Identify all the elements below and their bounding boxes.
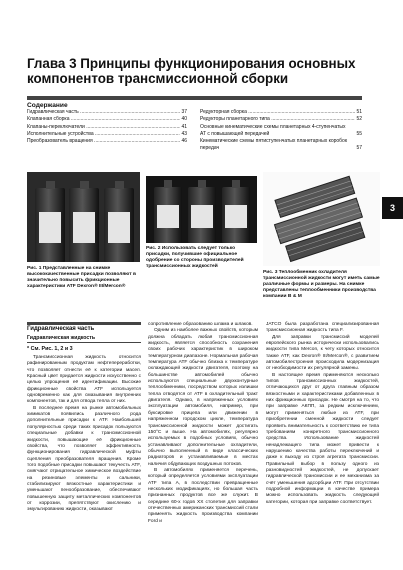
section-title: Гидравлическая часть [27, 326, 95, 332]
additive-bottle-5 [188, 187, 216, 243]
toc-right [200, 109, 362, 153]
figure-3-caption: Рис. 3 Теплообменник охладителя трансмиссионной жидкости могут иметь самые различные формы и размеры. На снимке представлены теплообменники производства компании B & M [263, 270, 380, 299]
section-bar [27, 322, 141, 325]
chapter-tab: 3 [382, 197, 403, 219]
contents-heading: Содержание [27, 102, 68, 109]
toc-item[interactable]: Гидравлическая часть ..... 37 [27, 109, 187, 116]
paragraph: Одним из наиболее важных свойств, которым должна обладать любая трансмиссионная жидкость, является способность сохранения своих рабочих характеристик в широком температурном диапазоне. Нормальная рабочая температура ATF обычно близка к температуре охлаждающей жидкости двигателя, поэтому на большинстве автомобилей обычно используются специальные двухконтурные теплообменники, посредством которых излишки тепла отводятся от ATF в охладительный тракт двигателя. Однако, в напряженных условиях эксплуатации автомобиля, например, при буксировке прицепа или движении в напряженном городском цикле, температура трансмиссионной жидкости может достигать 150°С и выше. На автомобилях, регулярно используемых в подобных условиях, обычно устанавливают дополнительные охладители, обычно выполненный в виде классических радиаторов и устанавливаемые в местах наличия обдувающих воздушных потоков. [148, 328, 258, 467]
additive-bottle-3 [104, 188, 134, 262]
paragraph: В последнее время на рынке автомобильных химикатов появились различного рода дополнительные присадки к ATF. Наибольшей популярностью среди таких присадок пользуются специальные добавки к трансмиссионной жидкости, повышающие её фрикционные свойства, что позволяет эффективность функционирования гидравлической муфты сцепления преобразователя вращения. Кроме того подобные присадки повышают текучесть ATF, смягчают отрицательное химическое воздействие на резиновые элементы и сальники, стабилизируют вязкостные характеристики и уменьшают пенообразование, обеспечивают повышенную защиту металлических компонентов от коррозии, препятствуют окислению и эмульгированию жидкости, оказывают [27, 405, 141, 513]
figure-3-photo [263, 172, 380, 266]
toc-item[interactable]: Клапаны-переключатели ..... 41 [27, 124, 187, 131]
additive-bottle-6 [222, 187, 250, 243]
text-column-1 [27, 322, 141, 514]
toc-item[interactable]: Клапанная сборка ..... 40 [27, 116, 187, 123]
figure-2-caption: Рис. 2 Использовать следует только присадки, получившие официальное одобрение со стороны производителей трансмиссионных жидкостей [146, 246, 244, 269]
text-column-2 [148, 322, 258, 525]
chapter-title: Глава 3 Принципы функционирования основных компонентов трансмиссионной сборки [27, 56, 356, 86]
additive-bottle-2 [69, 188, 99, 262]
toc-item[interactable]: Исполнительные устройства ..... 43 [27, 131, 187, 138]
oil-cooler-illustration [263, 172, 380, 266]
text-column-3 [266, 322, 379, 506]
toc-item[interactable]: Редукторы планетарного типа ..... 52 [200, 116, 362, 123]
paragraph: В автомобилях применяется перечень, который определяется условиями эксплуатации ATF типа A, в последствии превращенные нескольких модификациях, но большая часть признанных продуктов все же служит. В середине 60-х годов XX столетия для заправки отечественных американских трансмиссий стали применять жидкость производства компании Ford и [148, 467, 258, 524]
toc-item[interactable]: Кинематические схемы пятиступенчатых планетарных коробок передач 57 [200, 138, 362, 152]
figure-reference: * См. Рис. 1, 2 и 3 [27, 345, 73, 352]
figure-1-photo [27, 172, 140, 262]
paragraph: В настоящее время применяются несколько типов трансмиссионных жидкостей, отличающихся друг от друга главным образом вязкостными и характеристиками добавленных в них фрикционных присадок. Не смотря на то, что при заправке АКПП, за редким исключением, могут применяться любые из ATF, при приобретении сменной жидкости следует проявить внимательность к соответствию ее типа требованиям конкретного трансмиссионного средства. Использование жидкостей ненадлежащего типа может привести к нарушению качества работы переключений и даже к выходу из строя агрегата трансмиссии. Правильный выбор в пользу одного из разновидностей жидкостей, не допускает гидравлической трансмиссии и ее механизма за счёт уменьшения адсорбции ATF. При отсутствии подробной информации в качестве примера можно использовать жидкость следующей категории, которая при заправке соответствует. [266, 372, 379, 505]
figure-1-caption: Рис. 1 Представленные на снимке высококачественные присадки позволяют в значительно повысить фрикционные характеристики ATF Dexron® III/Mercon® [27, 266, 136, 289]
paragraph: Для заправки трансмиссий моделей европейского рынка исторически использовались жидкости типа Mercon, к чету которых относится также ATF, как Dexron® III/Mercon®, с развитием автомобилестроения происходила модернизация от необходимости их регулярной замены. [266, 334, 379, 372]
contents-bar [27, 96, 362, 100]
subsection-title: Гидравлическая жидкость [27, 335, 141, 342]
contents-panel [27, 96, 362, 152]
toc-left [27, 109, 187, 145]
toc-item[interactable]: Основные кинематические схемы планетарных 4-ступенчатых АТ с повышающей передачей 55 [200, 123, 362, 137]
toc-item[interactable]: Преобразователь вращения ..... 46 [27, 138, 187, 145]
paragraph: Трансмиссионная жидкость относится рафинированным продуктам нефтепереработки, что позволяет отнести её к категории масел. Красный цвет придается жидкости искусственно с целью упрощения её идентификации. Высокие фрикционные свойства ATF используется одновременно как для смазывания внутренних компонентов, так и для отвода тепла от них. [27, 355, 141, 405]
additive-bottle-4 [154, 187, 182, 243]
figure-2-photo [146, 176, 257, 243]
toc-item[interactable]: Редукторная сборка ..... 51 [200, 109, 362, 116]
additive-bottle-1 [35, 188, 65, 262]
paragraph: JATCO была разработана специализированная трансмиссионная жидкость типа F. [266, 322, 379, 334]
paragraph: сопротивление образованию шлама и шлаков. [148, 322, 253, 327]
